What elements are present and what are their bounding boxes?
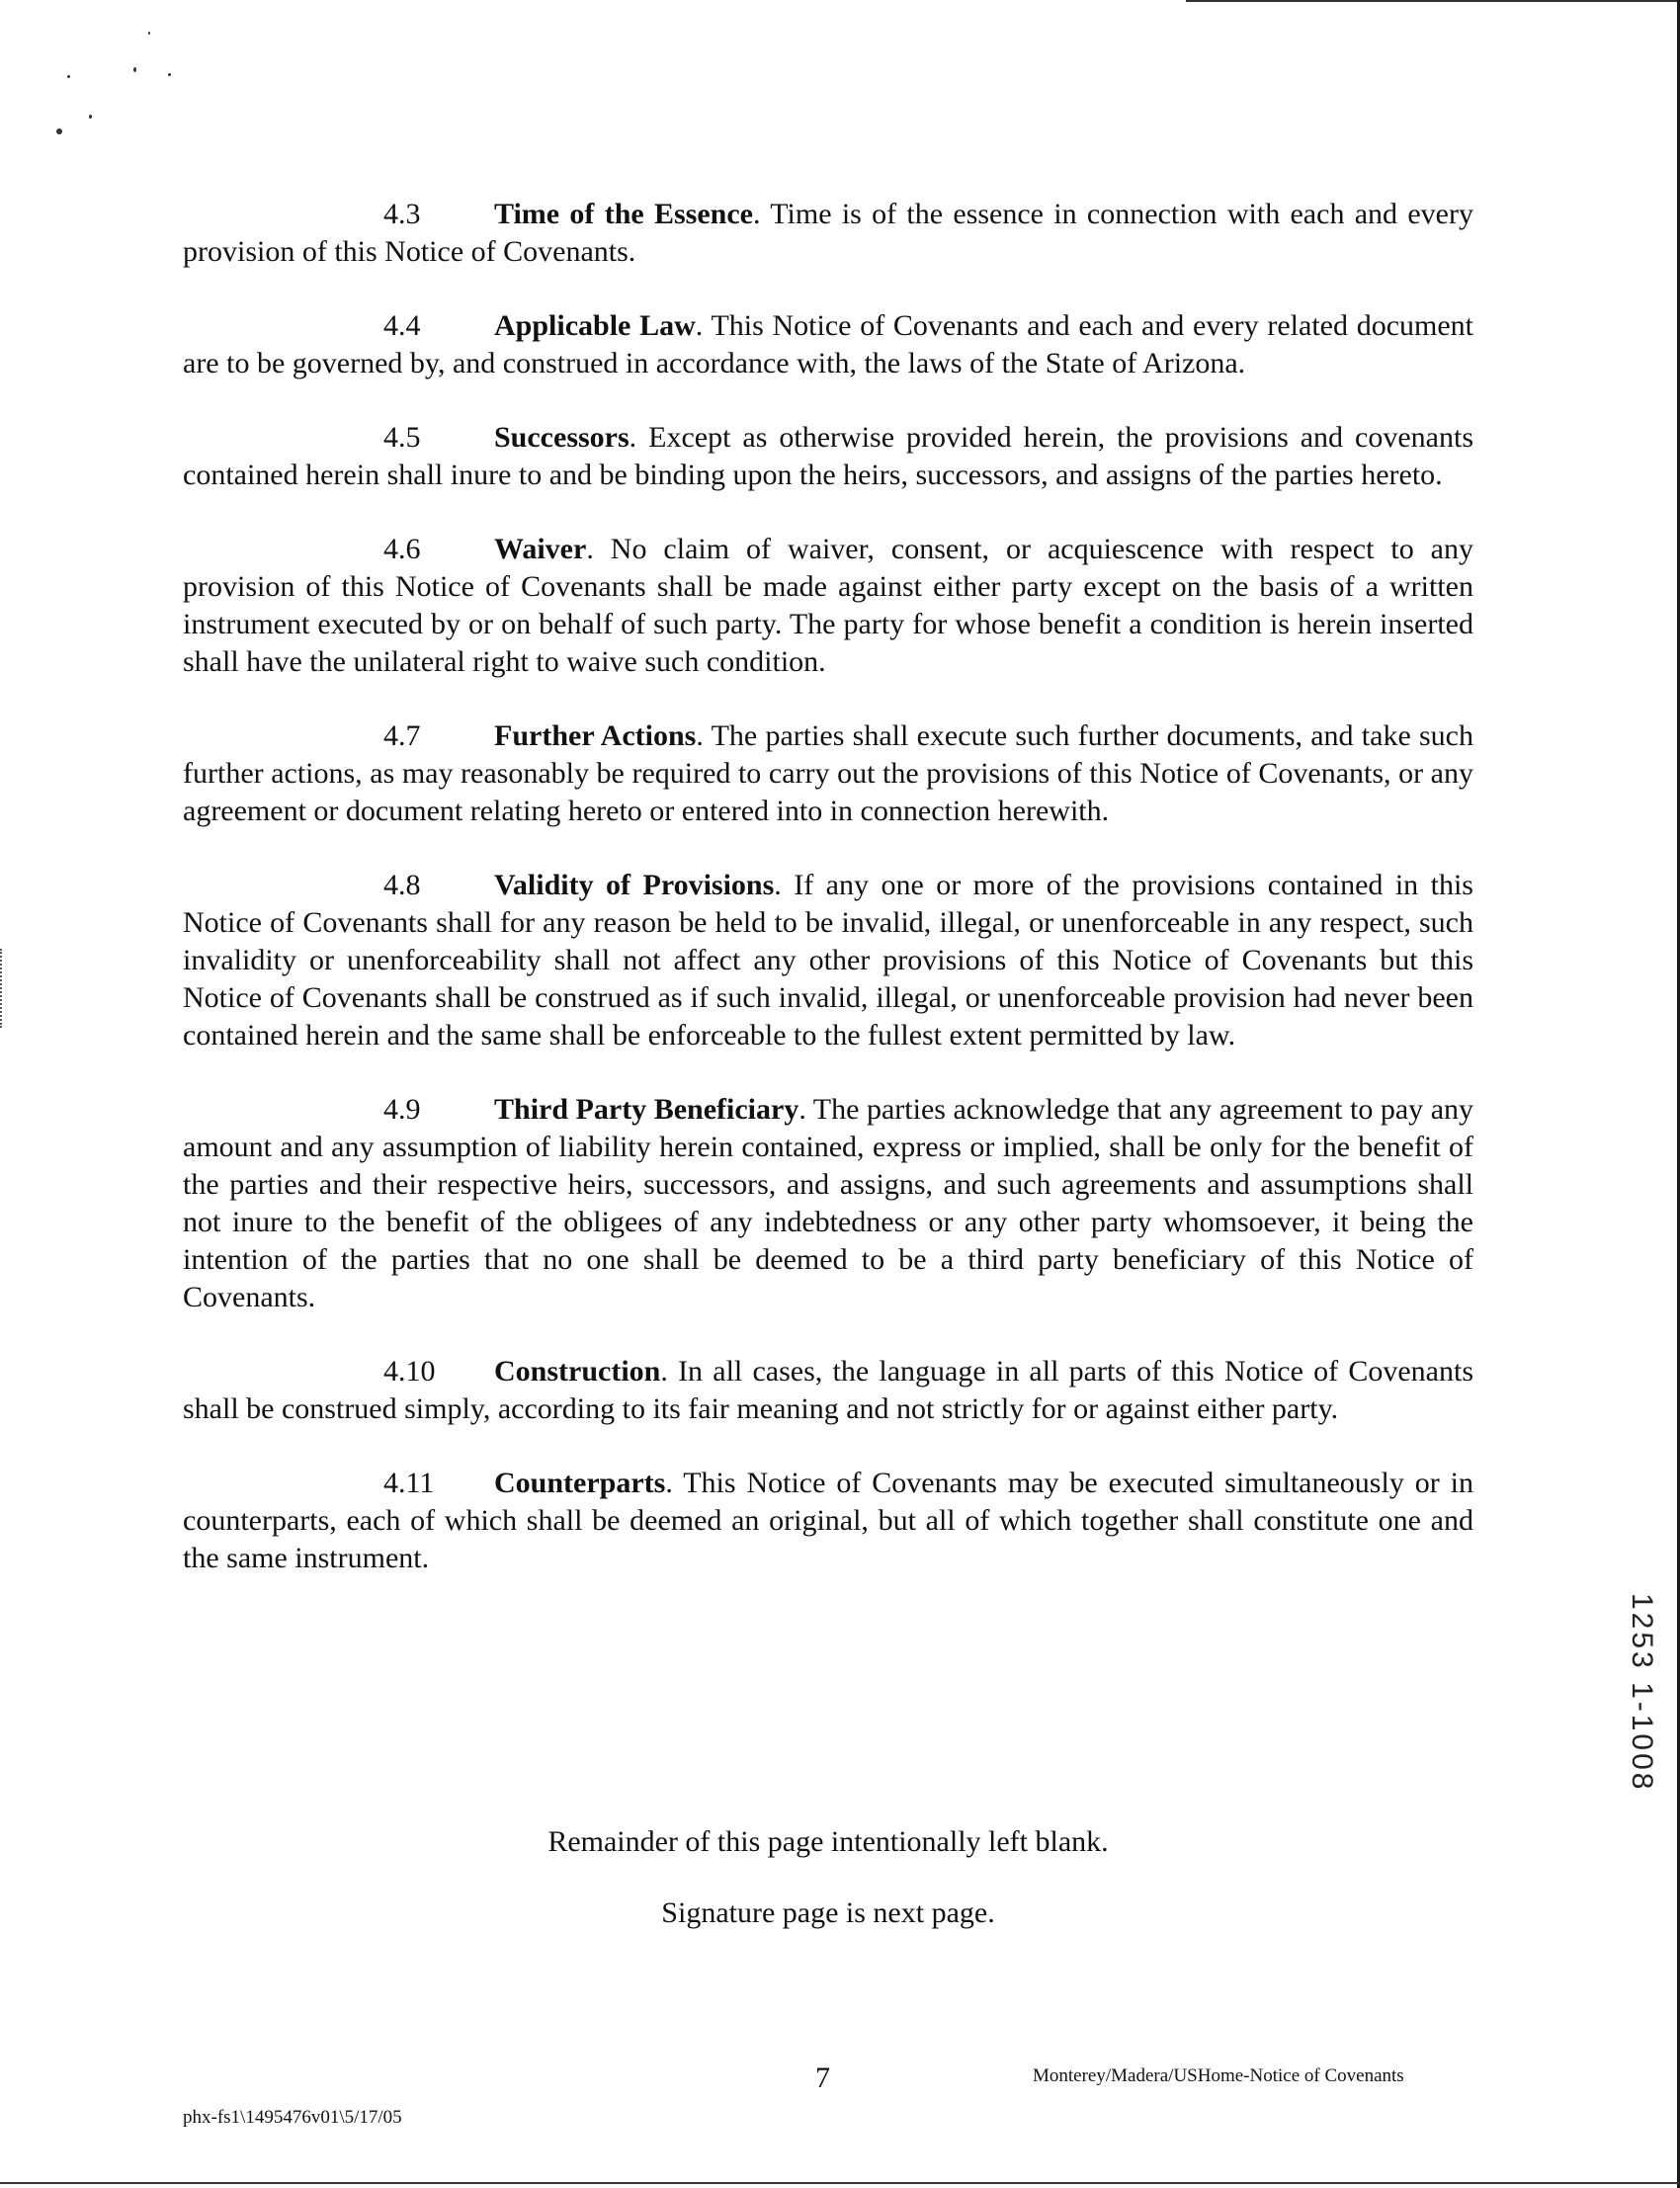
scan-speck (133, 67, 136, 72)
section-number: 4.6 (383, 533, 421, 565)
section-4-4 (183, 307, 1473, 382)
footer-document-id: phx-fs1\1495476v01\5/17/05 (183, 2107, 402, 2128)
section-4-9 (183, 1091, 1473, 1316)
section-number: 4.7 (383, 719, 421, 752)
scan-speck (168, 73, 171, 76)
section-heading: Construction (494, 1355, 661, 1388)
section-heading: Counterparts (494, 1467, 666, 1499)
section-heading: Further Actions (494, 719, 697, 752)
signature-note: Signature page is next page. (661, 1896, 995, 1929)
section-text: . This Notice of Covenants may be executed simultaneously or in counterparts, each of which shall be deemed an original, but all of which together shall constitute one and the same instrument. (183, 1467, 1473, 1574)
section-4-8 (183, 867, 1473, 1054)
section-heading: Validity of Provisions (494, 869, 775, 901)
remainder-note: Remainder of this page intentionally left blank. (547, 1825, 1109, 1858)
section-text: . If any one or more of the provisions contained in this Notice of Covenants shall for any reason be held to be invalid, illegal, or unenforceable in any respect, such invalidity or unenforceability shall not affect any other provisions of this Notice of Covenants but this Notice of Covenants shall be construed as if such invalid, illegal, or unenforceable provision had never been contained herein and the same shall be enforceable to the fullest extent permitted by law. (183, 869, 1473, 1052)
scan-speck (89, 115, 92, 119)
section-4-5 (183, 419, 1473, 494)
scan-edge-left-marks (0, 949, 4, 1028)
scan-speck (148, 32, 150, 35)
scan-speck (67, 75, 70, 78)
section-number: 4.9 (383, 1093, 421, 1126)
section-number: 4.3 (383, 198, 421, 230)
section-heading: Applicable Law (494, 309, 696, 342)
section-text: . No claim of waiver, consent, or acquiescence with respect to any provision of this Notice of Covenants shall be made against either party except on the basis of a written instrument executed by or on behalf of such party. The party for whose benefit a condition is herein inserted shall have the unilateral right to waive such condition. (183, 533, 1473, 678)
section-number: 4.10 (383, 1355, 436, 1388)
section-text: . The parties shall execute such further documents, and take such further actions, as may reasonably be required to carry out the provisions of this Notice of Covenants, or any agreement or document relating hereto or entered into in connection herewith. (183, 719, 1473, 827)
scan-edge-top (1186, 0, 1680, 2)
section-text: . The parties acknowledge that any agreement to pay any amount and any assumption of liability herein contained, express or implied, shall be only for the benefit of the parties and their respective heirs, successors, and assigns, and such agreements and assumptions shall not inure to the benefit of the obligees of any indebtedness or any other party whomsoever, it being the intention of the parties that no one shall be deemed to be a third party beneficiary of this Notice of Covenants. (183, 1093, 1474, 1313)
document-body (183, 196, 1473, 1614)
section-4-11 (183, 1465, 1473, 1577)
section-heading: Successors (494, 421, 630, 454)
section-4-7 (183, 717, 1473, 830)
scan-edge-bottom (0, 2182, 1680, 2184)
section-text: . Except as otherwise provided herein, the provisions and covenants contained herein shall inure to and be binding upon the heirs, successors, and assigns of the parties hereto. (183, 421, 1473, 491)
section-number: 4.11 (383, 1467, 435, 1499)
footer-document-title: Monterey/Madera/USHome-Notice of Covenants (1033, 2065, 1404, 2086)
section-heading: Time of the Essence (494, 198, 753, 230)
section-text: . This Notice of Covenants and each and every related document are to be governed by, and construed in accordance with, the laws of the State of Arizona. (183, 309, 1474, 379)
section-4-6 (183, 531, 1473, 681)
scan-speck (56, 128, 62, 134)
section-number: 4.5 (383, 421, 421, 454)
bates-stamp: 1253 1-1008 (1626, 1593, 1658, 1793)
section-number: 4.8 (383, 869, 421, 901)
section-text: . In all cases, the language in all parts of this Notice of Covenants shall be construed simply, according to its fair meaning and not strictly for or against either party. (183, 1355, 1473, 1425)
section-text: . Time is of the essence in connection with each and every provision of this Notice of Covenants. (183, 198, 1473, 268)
section-4-10 (183, 1353, 1473, 1428)
section-heading: Third Party Beneficiary (494, 1093, 799, 1126)
section-heading: Waiver (494, 533, 587, 565)
page-number: 7 (815, 2062, 830, 2094)
section-number: 4.4 (383, 309, 421, 342)
section-4-3 (183, 196, 1473, 271)
